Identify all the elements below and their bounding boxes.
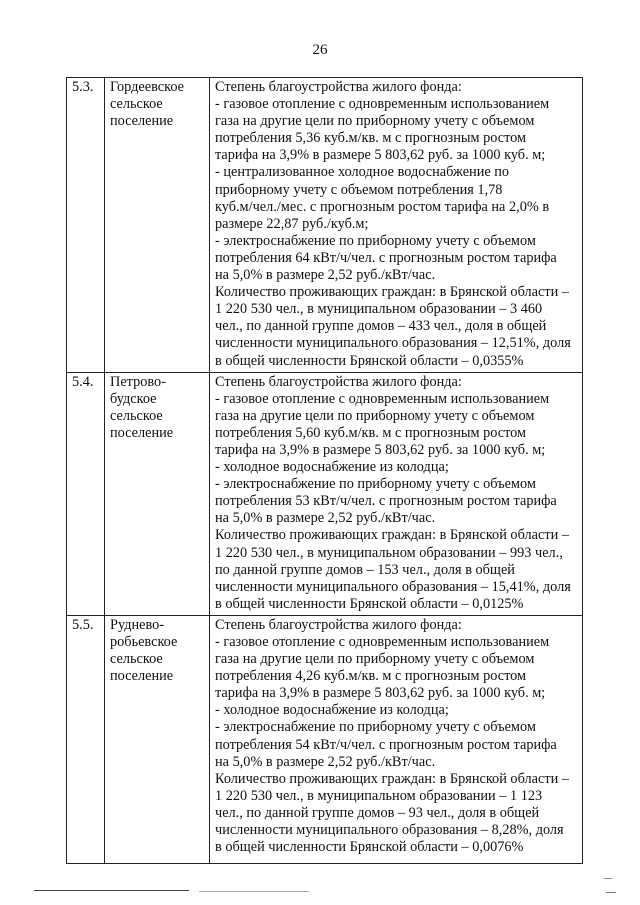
- settlement-name-line: будское: [110, 390, 157, 407]
- description-line: Степень благоустройства жилого фонда:: [215, 79, 462, 95]
- description-line: газа на другие цели по приборному учету с объемом: [215, 651, 535, 668]
- settlement-name-line: сельское: [110, 407, 163, 424]
- settlement-name: [105, 78, 210, 373]
- footer-rule: [34, 890, 189, 891]
- description-line: Количество проживающих граждан: в Брянской области –: [215, 527, 569, 544]
- settlement-name-line: сельское: [110, 96, 163, 113]
- description-line: потребления 64 кВт/ч/чел. с прогнозным ростом тарифа: [215, 249, 557, 266]
- description-line: тарифа на 3,9% в размере 5 803,62 руб. за 1000 куб. м;: [215, 685, 546, 702]
- scan-mark: [604, 878, 612, 879]
- description-line: численности муниципального образования – 8,28%, доля: [215, 822, 564, 839]
- settlement-name-line: Гордеевское: [110, 79, 184, 95]
- description-line: - централизованное холодное водоснабжение по: [215, 164, 510, 181]
- description-line: - газовое отопление с одновременным использованием: [215, 634, 550, 650]
- description-line: - газовое отопление с одновременным использованием: [215, 390, 550, 407]
- description-line: в общей численности Брянской области – 0,0125%: [215, 595, 524, 612]
- scan-mark: [606, 892, 616, 893]
- description-line: Степень благоустройства жилого фонда:: [215, 373, 462, 390]
- table-row: [67, 372, 583, 615]
- description-line: размере 22,87 руб./куб.м;: [215, 215, 369, 232]
- description-line: тарифа на 3,9% в размере 5 803,62 руб. за 1000 куб. м;: [215, 147, 546, 164]
- description-line: Количество проживающих граждан: в Брянской области –: [215, 284, 569, 301]
- description-line: чел., по данной группе домов – 433 чел., доля в общей: [215, 318, 547, 335]
- data-table: [66, 77, 583, 864]
- description-line: потребления 4,26 куб.м/кв. м с прогнозным ростом: [215, 668, 527, 685]
- table-row: [67, 78, 583, 373]
- settlement-name-line: поселение: [110, 424, 174, 441]
- description-line: в общей численности Брянской области – 0,0355%: [215, 352, 524, 369]
- settlement-name-line: поселение: [110, 668, 174, 685]
- description-line: на 5,0% в размере 2,52 руб./кВт/час.: [215, 753, 436, 770]
- description-cell: [210, 615, 583, 863]
- description-line: потребления 53 кВт/ч/чел. с прогнозным ростом тарифа: [215, 493, 557, 510]
- settlement-name-line: Руднево-: [110, 616, 165, 633]
- description-line: 1 220 530 чел., в муниципальном образовании – 3 460: [215, 301, 543, 318]
- settlement-name: [105, 372, 210, 615]
- description-line: чел., по данной группе домов – 93 чел., доля в общей: [215, 804, 540, 821]
- description-line: 1 220 530 чел., в муниципальном образовании – 993 чел.,: [215, 544, 563, 561]
- description-line: потребления 5,36 куб.м/кв. м с прогнозным ростом: [215, 130, 527, 147]
- description-line: по данной группе домов – 153 чел., доля в общей: [215, 561, 515, 578]
- row-number: 5.5.: [67, 615, 105, 863]
- page-number: 26: [312, 42, 328, 58]
- description-line: газа на другие цели по приборному учету с объемом: [215, 407, 535, 424]
- description-line: - электроснабжение по приборному учету с объемом: [215, 719, 536, 736]
- row-number: 5.3.: [67, 78, 105, 373]
- settlement-name-line: робьевское: [110, 634, 178, 650]
- description-line: потребления 54 кВт/ч/чел. с прогнозным ростом тарифа: [215, 736, 557, 753]
- description-line: газа на другие цели по приборному учету с объемом: [215, 113, 535, 130]
- description-line: - холодное водоснабжение из колодца;: [215, 459, 449, 476]
- description-line: Степень благоустройства жилого фонда:: [215, 616, 462, 633]
- description-line: потребления 5,60 куб.м/кв. м с прогнозным ростом: [215, 424, 527, 441]
- description-line: приборному учету с объемом потребления 1,78: [215, 181, 503, 198]
- description-line: на 5,0% в размере 2,52 руб./кВт/час.: [215, 267, 436, 284]
- description-line: Количество проживающих граждан: в Брянской области –: [215, 770, 569, 787]
- settlement-name: [105, 615, 210, 863]
- description-line: численности муниципального образования – 12,51%, доля: [215, 335, 571, 352]
- row-number: 5.4.: [67, 372, 105, 615]
- description-line: в общей численности Брянской области – 0,0076%: [215, 839, 524, 856]
- settlement-name-line: Петрово-: [110, 373, 166, 390]
- settlement-name-line: поселение: [110, 113, 174, 130]
- description-line: - электроснабжение по приборному учету с объемом: [215, 232, 536, 249]
- description-line: 1 220 530 чел., в муниципальном образовании – 1 123: [215, 787, 543, 804]
- description-cell: [210, 78, 583, 373]
- description-line: численности муниципального образования – 15,41%, доля: [215, 578, 571, 595]
- table-row: [67, 615, 583, 863]
- description-line: на 5,0% в размере 2,52 руб./кВт/час.: [215, 510, 436, 527]
- description-line: - холодное водоснабжение из колодца;: [215, 702, 449, 719]
- description-line: - электроснабжение по приборному учету с объемом: [215, 476, 536, 493]
- description-line: куб.м/чел./мес. с прогнозным ростом тарифа на 2,0% в: [215, 198, 550, 215]
- description-line: тарифа на 3,9% в размере 5 803,62 руб. за 1000 куб. м;: [215, 441, 546, 458]
- footer-rule-faint: [199, 891, 309, 892]
- settlement-name-line: сельское: [110, 651, 163, 668]
- description-line: - газовое отопление с одновременным использованием: [215, 96, 550, 113]
- description-cell: [210, 372, 583, 615]
